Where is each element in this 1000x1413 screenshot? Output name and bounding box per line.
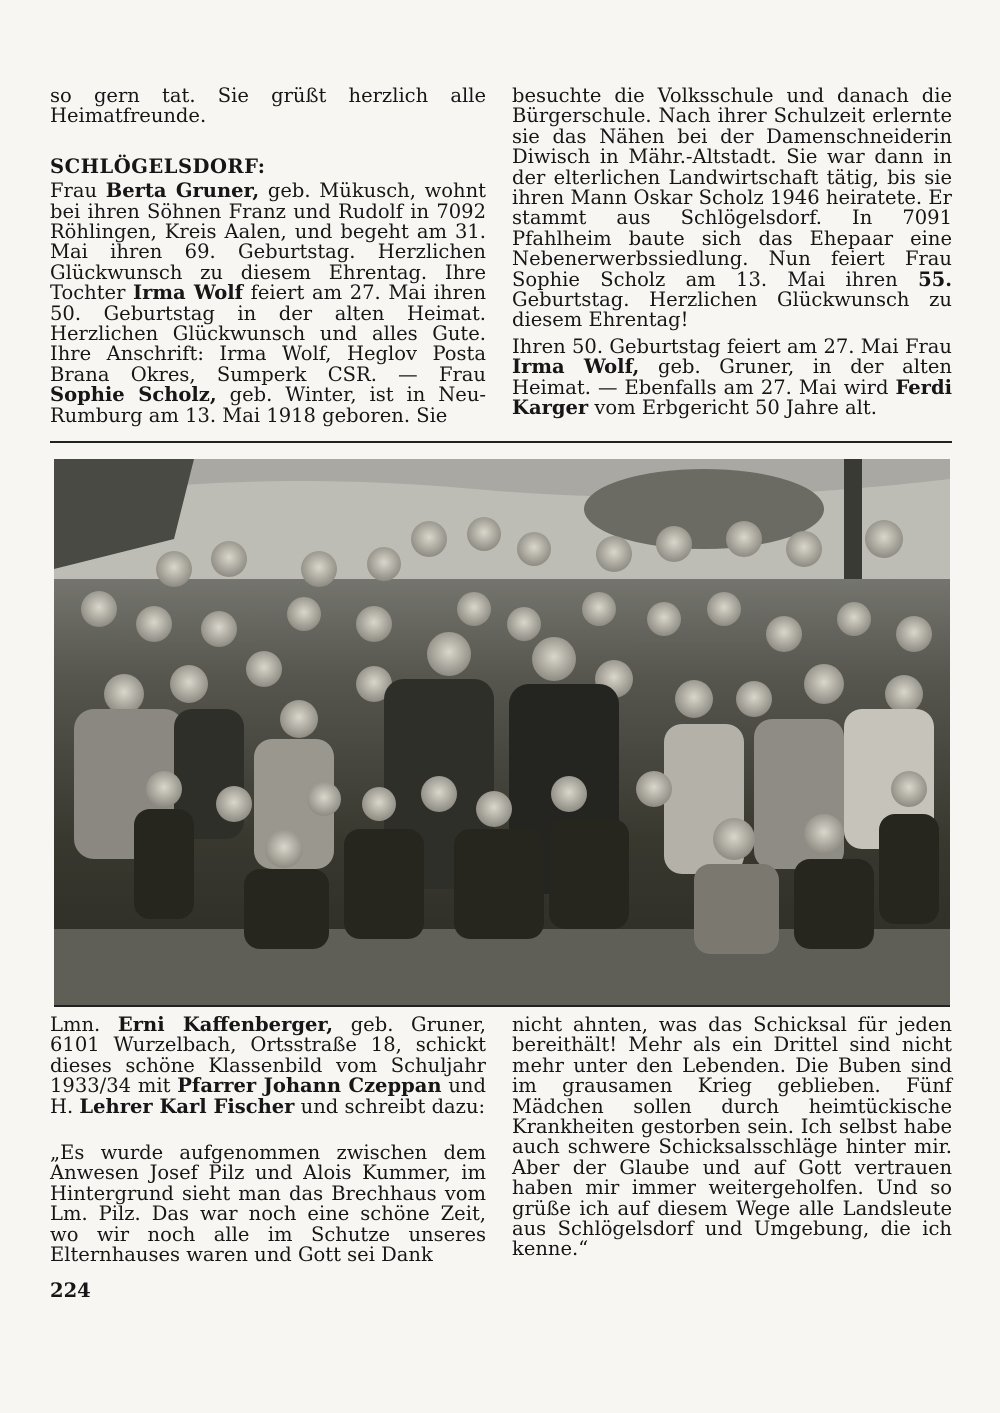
article-column-top-left <box>50 86 486 426</box>
letter-quote-paragraph: „Es wurde aufgenommen zwischen dem Anwesen Josef Pilz und Alois Kummer, im Hintergrund sieht man das Brechhaus vom Lm. Pilz. Das war noch eine schöne Zeit, wo wir noch alle im Schutze unseres Elternhauses waren und Gott sei Dank <box>50 1141 486 1267</box>
caption-column-left <box>50 1015 486 1265</box>
class-photo-illustration <box>54 459 950 1005</box>
biography-paragraph: besuchte die Volksschule und danach die Bürgerschule. Nach ihrer Schulzeit erlernte sie das Nähen bei der Damenschneiderin Diwisch in Mähr.-Altstadt. Sie war dann in der elterlichen Landwirtschaft tätig, bis sie ihren Mann Oskar Scholz 1946 heiratete. Er stammt aus Schlögelsdorf. In 7091 Pfahlheim baute sich das Ehepaar eine Nebenerwerbssiedlung. Nun feiert Frau Sophie Scholz am 13. Mai ihren 55. Geburtstag. Herzlichen Glückwunsch zu diesem Ehrentag! <box>512 84 952 332</box>
person-name: Berta Gruner, <box>105 179 260 203</box>
page-number: 224 <box>50 1279 91 1302</box>
class-photo <box>54 459 950 1007</box>
letter-quote-continuation: nicht ahnten, was das Schicksal für jeden bereithält! Mehr als ein Drittel sind nicht mehr unter den Lebenden. Die Buben sind im grausamen Krieg geblieben. Fünf Mädchen sollen durch heimtückische Krankheiten gestorben sein. Ich selbst habe auch schwere Schicksalsschläge hinter mir. Aber der Glaube und auf Gott vertrauen haben mir immer weitergeholfen. Und so grüße ich auf diesem Wege alle Landsleute aus Schlögelsdorf und Umgebung, die ich kenne.“ <box>512 1013 952 1261</box>
birthday-paragraph: Frau Berta Gruner, geb. Mükusch, wohnt bei ihren Söhnen Franz und Rudolf in 7092 Röhlingen, Kreis Aalen, und begeht am 31. Mai ihren 69. Geburtstag. Herzlichen Glückwunsch zu diesem Ehrentag. Ihre Tochter Irma Wolf feiert am 27. Mai ihren 50. Geburtstag in der alten Heimat. Herzlichen Glückwunsch und alles Gute. Ihre Anschrift: Irma Wolf, Heglov Posta Brana Okres, Sumperk CSR. — Frau Sophie Scholz, geb. Winter, ist in Neu-Rumburg am 13. Mai 1918 geboren. Sie <box>50 179 486 427</box>
caption-column-right <box>512 1015 952 1260</box>
person-name: Erni Kaffenberger, <box>117 1013 334 1036</box>
intro-paragraph: so gern tat. Sie grüßt herzlich alle Heimatfreunde. <box>50 84 486 128</box>
person-name: Lehrer Karl Fischer <box>79 1094 295 1118</box>
person-name: Irma Wolf <box>133 281 244 305</box>
article-column-top-right <box>512 86 952 419</box>
caption-paragraph: Lmn. Erni Kaffenberger, geb. Gruner, 6101 Wurzelbach, Ortsstraße 18, schickt dieses schöne Klassenbild vom Schuljahr 1933/34 mit Pfarrer Johann Czeppan und H. Lehrer Karl Fischer und schreibt dazu: <box>50 1013 486 1118</box>
person-name: Irma Wolf, <box>512 355 640 379</box>
horizontal-divider <box>50 441 952 443</box>
birthday-paragraph-2: Ihren 50. Geburtstag feiert am 27. Mai Frau Irma Wolf, geb. Gruner, in der alten Heimat. — Ebenfalls am 27. Mai wird Ferdi Karger vom Erbgericht 50 Jahre alt. <box>512 334 952 420</box>
person-name: Ferdi Karger <box>512 375 952 420</box>
person-name: Sophie Scholz, <box>50 383 217 407</box>
section-heading: SCHLÖGELSDORF: <box>50 154 266 178</box>
person-name: Pfarrer Johann Czeppan <box>177 1074 442 1098</box>
